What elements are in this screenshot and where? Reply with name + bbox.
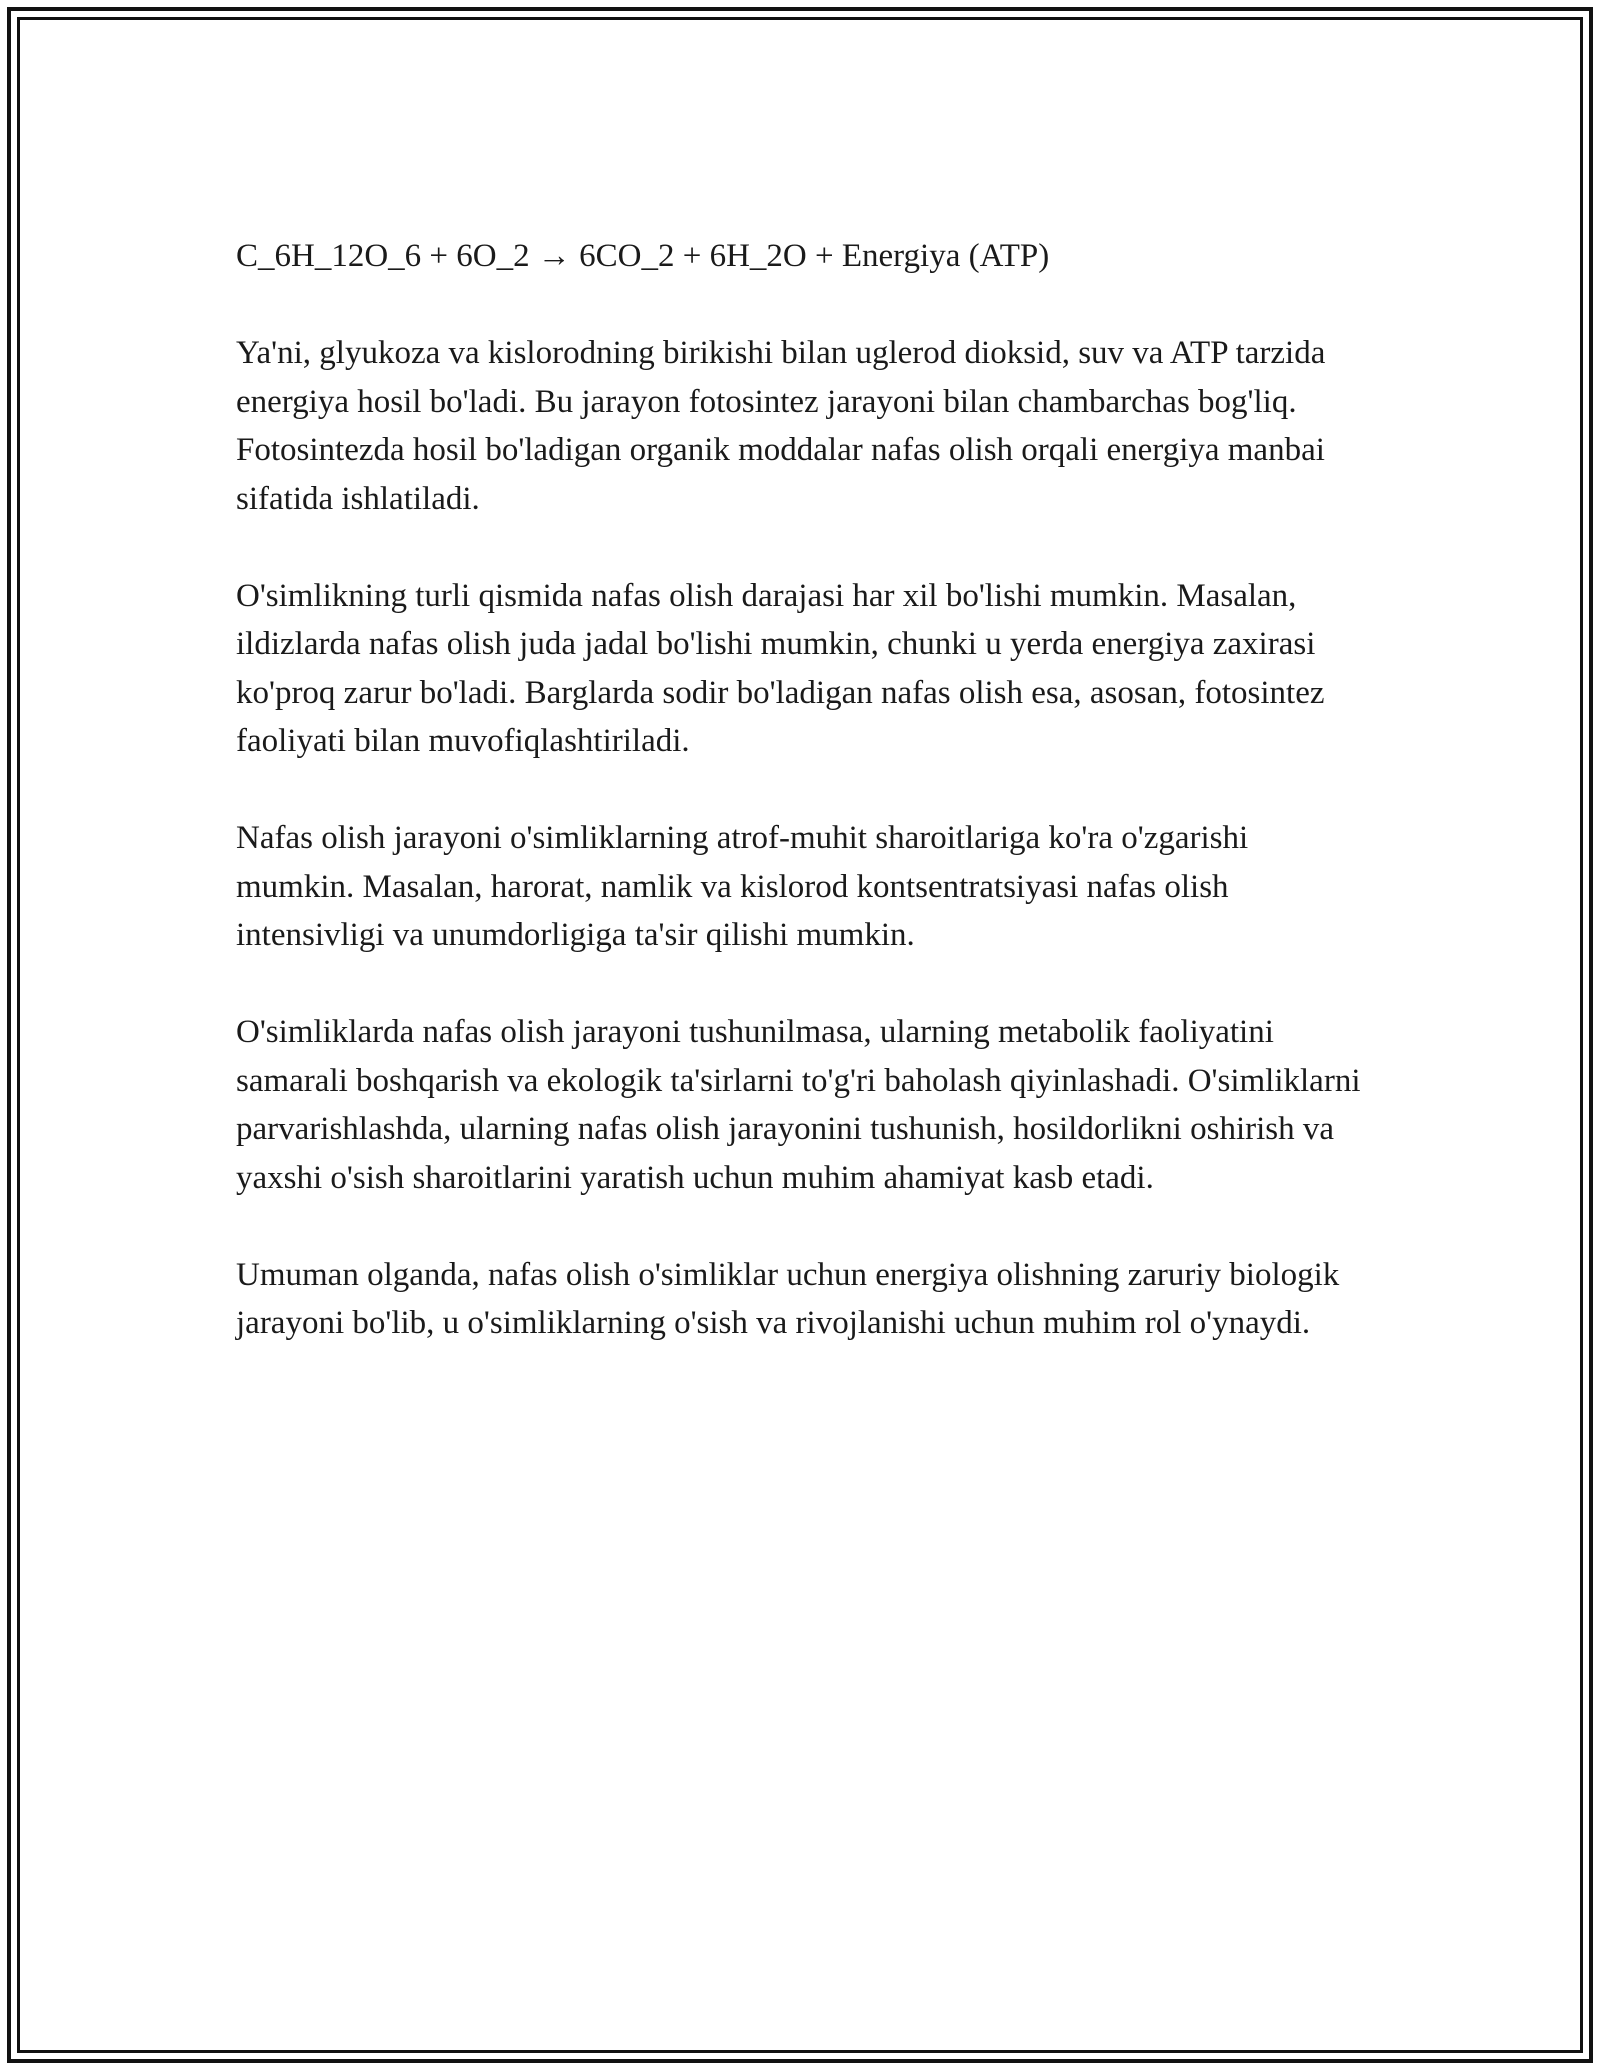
chemical-equation: C_6H_12O_6 + 6O_2 → 6CO_2 + 6H_2O + Energiya (ATP) [236, 238, 1050, 274]
paragraph-respiration-rate: O'simlikning turli qismida nafas olish darajasi har xil bo'lishi mumkin. Masalan, ildizlarda nafas olish juda jadal bo'lishi mumkin, chunki u yerda energiya zaxirasi ko'proq zarur bo'ladi. Barglarda sodir bo'ladigan nafas olish esa, asosan, fotosintez faoliyati bilan muvofiqlashtiriladi. [236, 577, 1325, 759]
paragraph-conclusion: Umuman olganda, nafas olish o'simliklar uchun energiya olishning zaruriy biologik jarayoni bo'lib, u o'simliklarning o'sish va rivojlanishi uchun muhim rol o'ynaydi. [236, 1256, 1340, 1341]
paragraph-glucose-oxidation: Ya'ni, glyukoza va kislorodning birikishi bilan uglerod dioksid, suv va ATP tarzida energiya hosil bo'ladi. Bu jarayon fotosintez jarayoni bilan chambarchas bog'liq. Fotosintezda hosil bo'ladigan organik moddalar nafas olish orqali energiya manbai sifatida ishlatiladi. [236, 335, 1326, 517]
paragraph-environment-effects: Nafas olish jarayoni o'simliklarning atrof-muhit sharoitlariga ko'ra o'zgarishi mumkin. Masalan, harorat, namlik va kislorod kontsentratsiyasi nafas olish intensivligi va unumdorligiga ta'sir qilishi mumkin. [236, 820, 1249, 953]
paragraph-importance: O'simliklarda nafas olish jarayoni tushunilmasa, ularning metabolik faoliyatini samarali boshqarish va ekologik ta'sirlarni to'g'ri baholash qiyinlashadi. O'simliklarni parvarishlashda, ularning nafas olish jarayonini tushunish, hosildorlikni oshirish va yaxshi o'sish sharoitlarini yaratish uchun muhim ahamiyat kasb etadi. [236, 1014, 1361, 1196]
document-body [236, 232, 1366, 1396]
